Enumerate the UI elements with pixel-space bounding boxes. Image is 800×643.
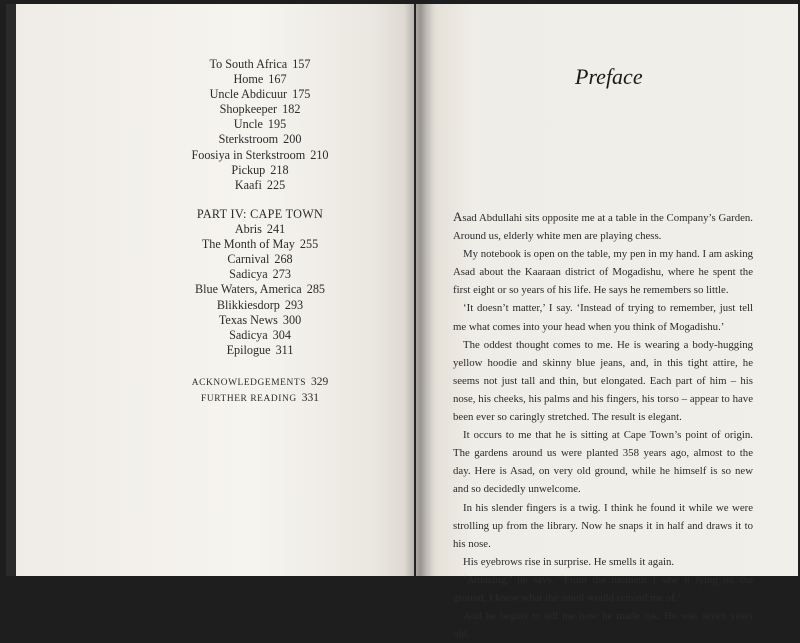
toc-entry-page: 182 xyxy=(282,102,301,117)
paragraph-text: sad Abdullahi sits opposite me at a table in the Company’s Garden. Around us, elderly white men are playing chess. xyxy=(453,212,753,243)
toc-entry[interactable] xyxy=(130,102,390,117)
toc-entry-page: 293 xyxy=(284,297,304,312)
preface-body xyxy=(453,208,753,643)
toc-entry[interactable] xyxy=(130,57,390,72)
paragraph: My notebook is open on the table, my pen in my hand. I am asking Asad about the Kaaraan district of Mogadishu, where he spent the first eight or so years of his life. He says he remembers so little. xyxy=(453,248,753,297)
toc-entry-title: Pickup xyxy=(231,162,266,177)
toc-entry-title: Epilogue xyxy=(226,342,271,357)
toc-entry-title: Uncle Abdicuur xyxy=(209,87,288,102)
toc-entry[interactable] xyxy=(130,117,390,132)
toc-entry-page: 331 xyxy=(301,392,319,404)
toc-entry-title: Home xyxy=(233,72,264,87)
toc-entry[interactable] xyxy=(130,222,390,237)
toc-entry[interactable] xyxy=(130,148,390,163)
toc-entry-page: 195 xyxy=(267,117,287,132)
toc-entry-title: Sadicya xyxy=(229,327,268,342)
toc-entry-title: Sterkstroom xyxy=(218,132,279,147)
toc-entry-page: 300 xyxy=(282,312,302,327)
toc-entry-page: 273 xyxy=(272,267,291,282)
toc-entry-page: 218 xyxy=(270,162,289,177)
paragraph xyxy=(453,208,753,245)
toc-entry[interactable] xyxy=(130,252,390,267)
toc-entry-page: 285 xyxy=(306,282,326,297)
toc-entry-title: Kaafi xyxy=(234,177,262,192)
toc-entry-page: 175 xyxy=(292,87,311,102)
toc-entry[interactable] xyxy=(130,282,390,297)
toc-part4-list xyxy=(130,207,390,358)
toc-entry-page: 200 xyxy=(283,132,302,147)
toc-entry-page: 304 xyxy=(272,327,291,342)
toc-entry-page: 225 xyxy=(266,177,286,192)
toc-entry-page: 268 xyxy=(274,252,293,267)
toc-entry-page: 210 xyxy=(310,147,329,162)
toc-part-heading: PART IV: CAPE TOWN xyxy=(196,207,324,221)
toc-entry-title: Carnival xyxy=(227,252,270,267)
toc-entry-title: Texas News xyxy=(218,312,278,327)
toc-entry-page: 157 xyxy=(292,57,311,71)
toc-entry[interactable] xyxy=(130,375,390,391)
paragraph: ‘Amazing,’ he says. ‘From the moment I saw it lying on the ground, I knew what the smell would remind me of.’ xyxy=(453,573,753,604)
toc-entry-title: To South Africa xyxy=(209,57,288,71)
paragraph: It occurs to me that he is sitting at Cape Town’s point of origin. The gardens around us were planted 358 years ago, almost to the day. Here is Asad, on very old ground, while he himself is so new and so decidedly unwelcome. xyxy=(453,429,753,496)
toc-entry[interactable] xyxy=(130,132,390,147)
toc-entry-page: 241 xyxy=(266,222,286,237)
toc-entry[interactable] xyxy=(130,328,390,343)
toc-entry[interactable] xyxy=(130,343,390,358)
toc-entry-title: FURTHER READING xyxy=(201,394,297,404)
toc-entry[interactable] xyxy=(130,237,390,252)
toc-entry[interactable] xyxy=(130,87,390,102)
toc-entry[interactable] xyxy=(130,267,390,282)
toc-entry-title: Blue Waters, America xyxy=(194,282,302,297)
paragraph: His eyebrows rise in surprise. He smells it again. xyxy=(463,555,675,568)
toc-entry-title: Shopkeeper xyxy=(219,102,278,117)
toc-entry-title: ACKNOWLEDGEMENTS xyxy=(191,378,307,388)
toc-entry[interactable] xyxy=(130,313,390,328)
toc-entry[interactable] xyxy=(130,72,390,87)
toc-entry[interactable] xyxy=(130,163,390,178)
toc-entry[interactable] xyxy=(130,391,390,407)
toc-entry-page: 167 xyxy=(268,72,287,87)
toc-entry-title: Abris xyxy=(234,222,262,237)
paragraph: The oddest thought comes to me. He is wearing a body-hugging yellow hoodie and skinny blue jeans, and, in this tight attire, he seems not just tall and thin, but elongated. Each part of him – his nose, his cheeks, his palms and his fingers, his torso – appear to have been ever so caringly stretched. The result is elegant. xyxy=(453,338,753,424)
page-title: Preface xyxy=(575,64,643,89)
toc-part3-list xyxy=(130,57,390,193)
toc-entry-title: The Month of May xyxy=(201,237,295,252)
toc-entry-title: Uncle xyxy=(233,117,263,132)
toc-entry[interactable] xyxy=(130,178,390,193)
paragraph: And he begins to tell me how he made ink. He was seven years old, xyxy=(453,610,753,641)
toc-entry-page: 329 xyxy=(311,376,329,388)
toc-entry-page: 311 xyxy=(275,342,294,357)
paragraph: ‘It doesn’t matter,’ I say. ‘Instead of trying to remember, just tell me what comes into your head when you think of Mogadishu.’ xyxy=(453,302,753,333)
toc-entry[interactable] xyxy=(130,298,390,313)
toc-entry-page: 255 xyxy=(299,237,319,252)
toc-entry-title: Blikkiesdorp xyxy=(216,297,280,312)
toc-back-matter xyxy=(130,375,390,407)
drop-initial: A xyxy=(453,209,463,224)
paragraph: In his slender fingers is a twig. I think he found it while we were strolling up from the library. Now he snaps it in half and draws it to his nose. xyxy=(453,501,753,550)
toc-entry-title: Sadicya xyxy=(229,267,268,282)
toc-entry-title: Foosiya in Sterkstroom xyxy=(191,147,306,162)
